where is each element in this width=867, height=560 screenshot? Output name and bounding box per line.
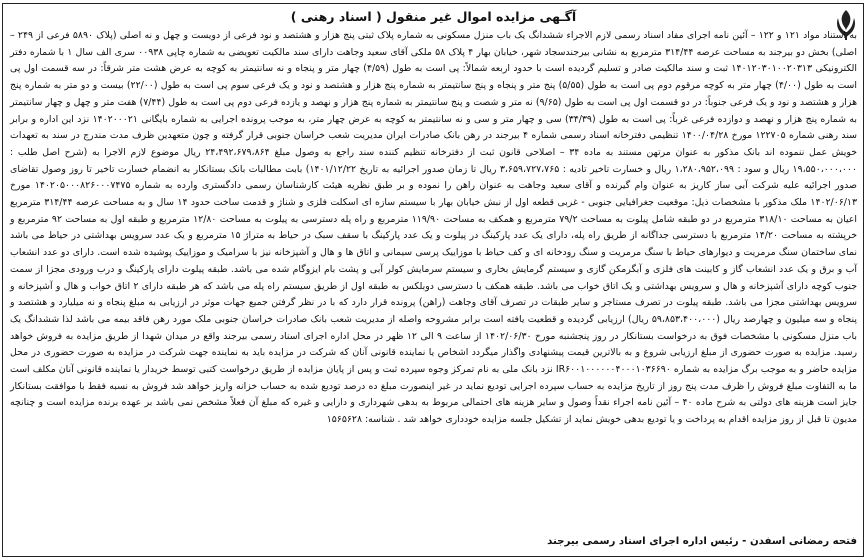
notice-body: به استناد مواد ۱۲۱ و ۱۲۲ – آئین نامه اجرای مفاد اسناد رسمی لازم الاجراء ششدانگ یک باب منزل مسکونی به شماره پلاک ثبتی پنج هزار و هشتصد و نود فرعی از دویست و چهل و نه اصلی (پلاک ۵۸۹۰ فرعی از ۲۴۹ – اصلی) بخش دو بیرجند به مساحت عرصه ۳۱۴/۴۴ مترمربع به نشانی بیرجندسجاد شهر، خیابان بهار ۴ پلاک ۵۸ ملکی آقای سعید وجاهت دارای سند مالکیت تعویضی به شماره چاپی ۰۰۹۳۸ سری الف سال ۱ با شماره دفتر الکترونیکی ۱۴۰۱۲۰۳۰۱۰۰۲۰۳۱۳ ثبت و سند مالکیت صادر و تسلیم گردیده است با حدود اربعه شمالاً: پی است به طول (۴/۵۹) چهار متر و پنجاه و نه سانتیمتر به کوچه به عرض هشت متر شرقاً: در سه قسمت اول پی است به طول (۴/۰۰) چهار متر به کوچه مرقوم دوم پی است به طول (۵/۵۵) پنج متر و پنجاه و پنج سانتیمتر به شماره پنج هزار و هشتصد و نود و یک فرعی سوم پی است به طول (۲۲/۰۰) بیست و دو متر به شماره پنج هزار و هشتصد و نود و یک فرعی جنوباً: در دو قسمت اول پی است به طول (۹/۶۵) نه متر و شصت و پنج سانتیمتر به شماره پنج هزار و نهصد و یازده فرعی دوم پی است به طول (۷/۴۴) هفت متر و چهل و چهار سانتیمتر به شماره پنج هزار و نهصد و دوازده فرعی غرباً: پی است به طول (۳۴/۳۹) سی و چهار متر و سی و نه سانتیمتر به کوچه به عرض چهار متر، به موجب پرونده اجرایی به شماره بایگانی ۱۴۰۲۰۰۰۲۱ نزد این اداره و برابر سند رهنی شماره ۱۲۲۷۰۵ مورخ ۱۴۰۰/۰۴/۲۸ تنظیمی دفترخانه اسناد رسمی شماره ۴ بیرجند در رهن بانک صادرات ایران مدیریت شعب خراسان جنوبی قرار گرفته و چون متعهدین ظرف مدت مندرج در سند به تعهدات خویش عمل ننموده اند بانک مذکور به عنوان مرتهن مستند به ماده ۳۴ – اصلاحی قانون ثبت از دفترخانه تنظیم کننده سند راجع به وصول مبلغ ۲۴،۴۹۲،۶۷۹،۸۶۴ ریال موضوع لازم الاجرا به (شرح اصل طلب : ۱۹،۵۵۰،۰۰۰،۰۰۰ ریال و سود : ۱،۲۸۰،۹۵۲،۰۹۹ ریال و خسارت تاخیر تادیه : ۳،۶۵۹،۷۲۷،۷۶۵ ریال تا زمان صدور اجرائیه به تاریخ ۱۴۰۱/۱۲/۲۲) بابت مطالبات بانک بستانکار به انضمام خسارت تاخیر تا روز وصول تقاضای صدور اجرائیه علیه شرکت آبی ساز کاریز به عنوان وام گیرنده و آقای سعید وجاهت به عنوان راهن را نموده و بر طبق نظریه هیئت کارشناسان رسمی دادگستری وارده به شماره ۱۴۰۲۰۵۰۰۰۸۲۶۰۰۰۷۴۷۵ مورخ ۱۴۰۲/۰۶/۱۳ ملک مذکور با مشخصات ذیل: موقعیت جغرافیایی جنوبی - غربی قطعه اول از نبش خیابان بهار با سیستم سازه ای اسکلت فلزی و شناژ و قدمت ساخت حدود ۱۴ سال و به مساحت عرصه ۳۱۴/۴۴ مترمربع اعیان به مساحت ۳۱۸/۱۰ مترمربع در دو طبقه شامل پیلوت به مساحت ۷۹/۲ مترمربع و همکف به مساحت ۱۱۹/۹۰ مترمربع و راه پله دسترسی به پیلوت به مساحت ۱۲/۸۰ مترمربع و طبقه اول به مساحت ۹۲ مترمربع و خرپشته به مساحت ۱۴/۲۰ مترمربع با دسترسی جداگانه از طریق راه پله، دارای یک عدد پارکینگ در پیلوت و یک عدد پارکینگ با سقف سبک در حیاط به متراژ ۱۵ مترمربع و یک عدد سرویس بهداشتی در حیاط می باشد نمای ساختمان سنگ مرمریت و دیوارهای حیاط با سنگ مرمریت و سنگ رودخانه ای و کف حیاط با موزاییک پرسی سیمانی و اتاق ها و هال و آشپزخانه نیز با سرامیک و موزاییک پوشیده شده است. دارای دو عدد انشعاب آب و برق و یک عدد انشعاب گاز و کابینت های فلزی و آبگرمکن گازی و سیستم گرمایش بخاری و سیستم سرمایش کولر آبی و پشت بام ایزوگام شده می باشد. طبقه پیلوت دارای پارکینگ و درب ورودی مجزا از سمت جنوب کوچه دارای آشپزخانه و هال و سرویس بهداشتی و یک اتاق خواب می باشد. طبقه همکف با دسترسی دوبلکس به طبقه اول از طریق سیستم راه پله می باشد که هر طبقه دارای ۲ اتاق خواب و هال و آشپزخانه و سرویس بهداشتی مجزا می باشد. طبقه پیلوت در تصرف مستاجر و سایر طبقات در تصرف آقای وجاهت (راهن) پرونده قرار دارد که با در نظر گرفتن جمیع جهات موثر در ارزیابی به مبلغ پنجاه و نه میلیارد و هشتصد و پنجاه و سه میلیون و چهارصد ریال (۵۹،۸۵۳،۴۰۰،۰۰۰ ریال) ارزیابی گردیده و قطعیت یافته است برابر مشروحه واصله از مدیریت شعب بانک صادرات خراسان جنوبی ملک مورد رهن فاقد بیمه می باشد لذا ششدانگ یک باب منزل مسکونی با مشخصات فوق به درخواست بستانکار در روز پنجشنبه مورخ ۱۴۰۲/۰۶/۳۰ از ساعت ۹ الی ۱۲ ظهر در محل اداره اجرای اسناد رسمی بیرجند واقع در میدان شهدا از طریق مزایده به فروش خواهد رسید. مزایده به صورت حضوری از مبلغ ارزیابی شروع و به بالاترین قیمت پیشنهادی واگذار میگردد اشخاص یا نماینده قانونی آنان که شرکت در مزایده باید به نماینده جهت شرکت در مزایده به صورت حضوری در محل مزایده حاضر و به موجب برگ مزایده به شماره IR۶۰۰۱۰۰۰۰۰۰۴۰۰۰۱۰۳۶۶۹۰ نزد بانک ملی به نام تمرکز وجوه سپرده ثبت و پس از پایان مزایده از طریق درخواست کتبی توسط خریدار یا نماینده قانونی آنان مکلف است ما به التفاوت مبلغ فروش را ظرف مدت پنج روز از تاریخ مزایده به حساب سپرده اجرایی تودیع نماید در غیر اینصورت مبلغ ده درصد تودیع شده به حساب خزانه واریز خواهد شد فروش به نسبه فقط با موافقت بستانکار جایز است هزینه های دولتی به شرح ماده ۴۰ – آئین نامه اجراء نقداً وصول و سایر هزینه های احتمالی مربوط به بدهی شهرداری و دارایی و غیره که مبلغ آن فعلاً مشخص نمی باشد بر عهده برنده مزایده است و چنانچه مدیون تا قبل از روز مزایده اقدام به پرداخت و یا تودیع بدهی خویش نماید از تشکیل جلسه مزایده خودداری خواهد شد . شناسه: ۱۵۶۵۶۲۸ (10, 30, 858, 426)
signature-line: فتحه رمضانی اسفدن - رئیس اداره اجرای اسناد رسمی بیرجند (547, 536, 857, 547)
notice-title: آگـهی مزایده اموال غیر منقول ( اسناد رهنی ) (290, 9, 577, 24)
